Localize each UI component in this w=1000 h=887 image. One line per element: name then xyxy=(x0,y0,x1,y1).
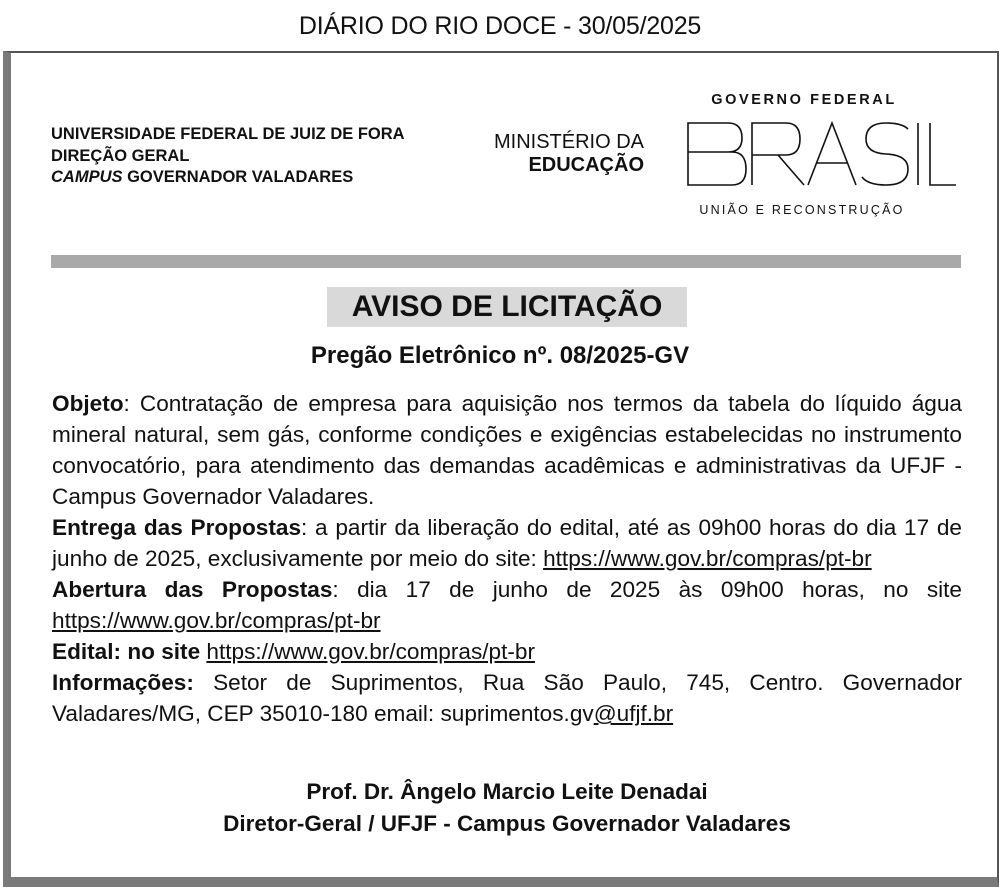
paragraph-entrega xyxy=(52,512,962,574)
signature-name: Prof. Dr. Ângelo Marcio Leite Denadai xyxy=(306,779,708,804)
abertura-link[interactable]: https://www.gov.br/compras/pt-br xyxy=(52,608,381,633)
info-label: Informações: xyxy=(52,670,194,695)
paragraph-objeto xyxy=(52,388,962,512)
entrega-label: Entrega das Propostas xyxy=(52,515,302,540)
newspaper-header: DIÁRIO DO RIO DOCE - 30/05/2025 xyxy=(298,12,702,40)
objeto-label: Objeto xyxy=(52,391,124,416)
divider-bar xyxy=(51,255,961,268)
entrega-link[interactable]: https://www.gov.br/compras/pt-br xyxy=(543,546,872,571)
signature-block xyxy=(0,776,1000,840)
institution-direction: DIREÇÃO GERAL xyxy=(51,146,190,165)
abertura-label: Abertura das Propostas xyxy=(52,577,333,602)
gov-logo-top: GOVERNO FEDERAL xyxy=(711,92,897,108)
paragraph-abertura xyxy=(52,574,962,636)
notice-title: AVISO DE LICITAÇÃO xyxy=(327,287,687,327)
edital-link[interactable]: https://www.gov.br/compras/pt-br xyxy=(206,639,535,664)
email-link[interactable]: @ufjf.br xyxy=(593,701,674,726)
notice-body xyxy=(52,388,962,729)
brasil-wordmark-icon xyxy=(686,121,958,187)
paragraph-informacoes xyxy=(52,667,962,729)
institution-block xyxy=(51,124,405,189)
gov-logo-bottom: UNIÃO E RECONSTRUÇÃO xyxy=(699,203,905,217)
campus-name: GOVERNADOR VALADARES xyxy=(122,168,354,186)
entrega-text: : a partir da liberação do edital, até as 09h00 horas do dia 17 de junho de 2025, exclusivamente por meio do site: xyxy=(52,515,963,571)
institution-name: UNIVERSIDADE FEDERAL DE JUIZ DE FORA xyxy=(51,125,405,143)
paragraph-edital xyxy=(52,636,962,667)
campus-word: CAMPUS xyxy=(51,168,123,186)
info-text: Setor de Suprimentos, Rua São Paulo, 745, Centro. Governador Valadares/MG, CEP 35010-180 email: suprimentos.gv xyxy=(52,670,962,726)
ministry-line2: EDUCAÇÃO xyxy=(528,154,644,176)
signature-role: Diretor-Geral / UFJF - Campus Governador Valadares xyxy=(223,811,791,836)
objeto-text: : Contratação de empresa para aquisição nos termos da tabela do líquido água mineral natural, sem gás, conforme condições e exigências estabelecidas no instrumento convocatório, para atendimento das demandas acadêmicas e administrativas da UFJF - Campus Governador Valadares. xyxy=(52,391,962,509)
notice-subtitle: Pregão Eletrônico nº. 08/2025-GV xyxy=(310,342,690,369)
ministry-logo xyxy=(484,131,644,177)
edital-label: Edital: no site xyxy=(52,639,201,664)
institution-campus xyxy=(51,167,405,189)
abertura-text: : dia 17 de junho de 2025 às 09h00 horas, no site xyxy=(332,577,962,602)
gov-federal-logo xyxy=(686,92,958,217)
ministry-line1: MINISTÉRIO DA xyxy=(493,131,644,153)
